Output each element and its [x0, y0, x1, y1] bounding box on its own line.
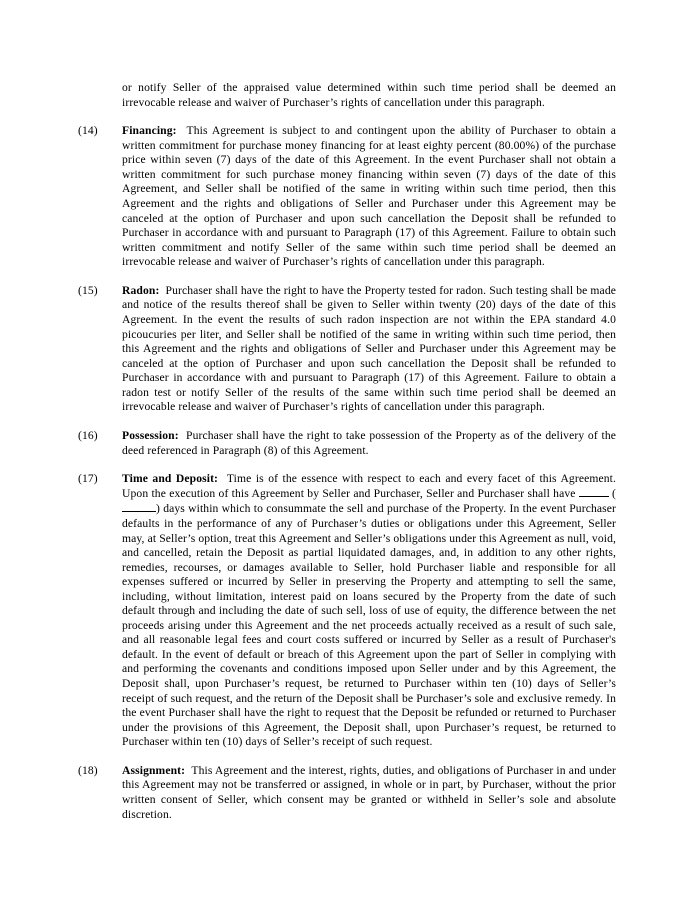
clause-text-between-blanks: ( [608, 487, 616, 501]
clause-number-17: (17) [78, 472, 98, 486]
clause-heading-assignment: Assignment: [122, 763, 186, 777]
clause-heading-time-and-deposit: Time and Deposit: [122, 472, 219, 486]
clause-15-radon [78, 284, 616, 415]
days-written-blank-field[interactable] [122, 502, 156, 513]
clause-number-15: (15) [78, 283, 98, 297]
clause-text: or notify Seller of the appraised value determined within such time period shall be deemed an irrevocable release and waiver of Purchaser’s rights of cancellation under this paragraph. [122, 81, 616, 109]
clause-text-financing: This Agreement is subject to and contingent upon the ability of Purchaser to obtain a written commitment for purchase money financing for at least eighty percent (80.00%) of the purchase price within seven (7) days of the date of this Agreement. In the event Purchaser shall not obtain a written commitment for such purchase money financing within seven (7) days of the date of this Agreement, and Seller shall be notified of the same in writing within such time period, then this Agreement and the rights and obligations of Seller and Purchaser under this Agreement may be canceled at the option of Purchaser and upon such cancellation the Deposit shall be refunded to Purchaser in accordance with and pursuant to Paragraph (17) of this Agreement. Failure to obtain such written commitment and notify Seller of the same within such time period shall be deemed an irrevocable release and waiver of Purchaser’s rights of cancellation under this paragraph. [122, 124, 617, 269]
clause-18-assignment [78, 764, 616, 822]
document-body [78, 81, 616, 836]
clause-number-14: (14) [78, 124, 98, 138]
clause-text-time-and-deposit-before-blank: Time is of the essence with respect to each and every facet of this Agreement. Upon the execution of this Agreement by Seller and Purchaser, Seller and Purchaser shall have [122, 472, 617, 501]
clause-number-16: (16) [78, 429, 98, 443]
clause-14-financing [78, 124, 616, 269]
days-numeric-blank-field[interactable] [579, 487, 609, 498]
clause-heading-radon: Radon: [122, 283, 160, 297]
clause-text-time-and-deposit-after-blank: ) days within which to consummate the sell and purchase of the Property. In the event Purchaser defaults in the performance of any of Purchaser’s duties or obligations under this Agreement, Seller may, at Seller’s option, treat this Agreement and Seller’s obligations under this Agreement as null, void, and cancelled, retain the Deposit as partial liquidated damages, and, in addition to any other rights, remedies, recourses, or damages available to Seller, hold Purchaser liable and responsible for all expenses suffered or incurred by Seller in preserving the Property and attempting to sell the same, including, without limitation, interest paid on loans secured by the Property from the date of such default through and including the date of such sell, loss of use of equity, the difference between the net proceeds arising under this Agreement and the net proceeds actually received as a result of such sale, and all reasonable legal fees and court costs suffered or incurred by Seller as a result of Purchaser's default. In the event of default or breach of this Agreement upon the part of Seller in complying with and performing the covenants and conditions imposed upon Seller under and by this Agreement, the Deposit shall, upon Purchaser’s request, be returned to Purchaser within ten (10) days of Seller’s receipt of such request, and the return of the Deposit shall be Purchaser’s sole and exclusive remedy. In the event Purchaser shall have the right to request that the Deposit be refunded or returned to Purchaser under the provisions of this Agreement, the Deposit shall, upon Purchaser’s request, be returned to Purchaser within ten (10) days of Seller’s receipt of such request. [122, 502, 616, 749]
clause-text-possession: Purchaser shall have the right to take possession of the Property as of the delivery of the deed referenced in Paragraph (8) of this Agreement. [122, 429, 616, 457]
clause-heading-possession: Possession: [122, 429, 179, 443]
clause-text-radon: Purchaser shall have the right to have the Property tested for radon. Such testing shall be made and notice of the results thereof shall be given to Seller within twenty (20) days of the date of this Agreement. In the event the results of such radon inspection are not within the EPA standard 4.0 picoucuries per liter, and Seller shall be notified of the same in writing within such time period, then this Agreement and the rights and obligations of Seller and Purchaser under this Agreement may be canceled at the option of Purchaser and upon such cancellation the Deposit shall be refunded to Purchaser in accordance with and pursuant to Paragraph (17) of this Agreement. Failure to obtain a radon test or notify Seller of the results of the same within such time period shall be deemed an irrevocable release and waiver of Purchaser’s rights of cancellation under this paragraph. [122, 283, 616, 414]
clause-16-possession [78, 429, 616, 458]
clause-text-assignment: This Agreement and the interest, rights, duties, and obligations of Purchaser in and under this Agreement may not be transferred or assigned, in whole or in part, by Purchaser, without the prior written consent of Seller, which consent may be granted or withheld in Seller’s sole and absolute discretion. [122, 763, 616, 821]
clause-continuation [78, 81, 616, 110]
clause-17-time-and-deposit [78, 472, 616, 749]
clause-heading-financing: Financing: [122, 124, 177, 138]
clause-number-18: (18) [78, 763, 98, 777]
